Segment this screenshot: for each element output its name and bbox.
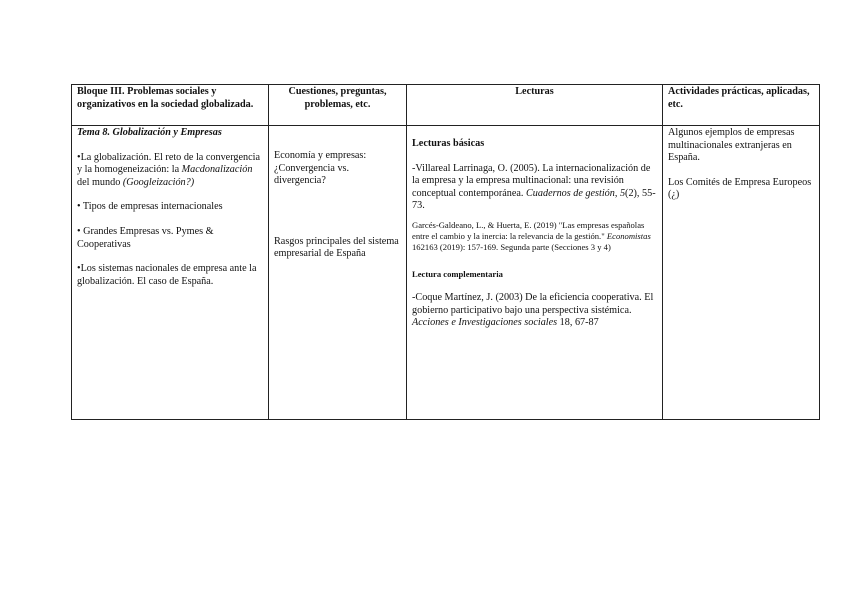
reading-garces-text: Garcés-Galdeano, L., & Huerta, E. (2019) "Las empresas españolas entre el cambio y la inercia: la relevancia de la gestión." — [412, 219, 645, 241]
header-activities: Actividades prácticas, aplicadas, etc. — [663, 85, 820, 126]
reading-villareal-journal: Cuadernos de gestión — [526, 187, 615, 199]
complementary-reading-heading: Lectura complementaria — [412, 268, 503, 279]
reading-coque-tail: 18, 67-87 — [557, 317, 599, 329]
reading-villareal-tail: (2), 55-73. — [412, 187, 656, 212]
readings-cell — [407, 126, 663, 420]
reading-villareal — [412, 163, 657, 213]
activity-european-committees: Los Comités de Empresa Europeos (¿) — [668, 176, 812, 201]
question-spanish-system: Rasgos principales del sistema empresarial de España — [274, 235, 399, 260]
reading-garces-journal: Economistas — [606, 230, 651, 241]
reading-garces — [412, 220, 657, 253]
content-row — [72, 126, 820, 420]
reading-garces-tail: 162163 (2019): 157-169. Segunda parte (Secciones 3 y 4) — [412, 241, 611, 252]
header-questions: Cuestiones, preguntas, problemas, etc. — [269, 85, 407, 126]
header-block-title: Bloque III. Problemas sociales y organizativos en la sociedad globalizada. — [72, 85, 269, 126]
macdonalization-term: Macdonalización — [181, 164, 253, 176]
header-readings: Lecturas — [407, 85, 663, 126]
topic-item-company-types: • Tipos de empresas internacionales — [77, 201, 223, 213]
reading-villareal-sep: , — [614, 187, 620, 199]
basic-readings-heading: Lecturas básicas — [412, 138, 485, 149]
syllabus-table — [71, 84, 820, 420]
question-convergence: Economía y empresas: ¿Convergencia vs. divergencia? — [274, 150, 367, 187]
topic-item-national-systems: •Los sistemas nacionales de empresa ante la globalización. El caso de España. — [77, 263, 257, 287]
topic-item-large-vs-smes: • Grandes Empresas vs. Pymes & Cooperativas — [77, 225, 214, 250]
topic-title: Tema 8. Globalización y Empresas — [77, 127, 222, 138]
activities-cell — [663, 126, 820, 420]
reading-coque-text: -Coque Martínez, J. (2003) De la eficiencia cooperativa. El gobierno participativo bajo una perspectiva sistémica. — [412, 291, 654, 316]
questions-cell — [269, 126, 407, 420]
topic-item-globalization — [77, 152, 263, 190]
activity-multinationals: Algunos ejemplos de empresas multinacionales extranjeras en España. — [668, 127, 795, 164]
header-row — [72, 85, 820, 126]
topics-cell — [72, 126, 269, 420]
topic-item-globalization-tail: del mundo — [77, 176, 123, 188]
reading-villareal-text: -Villareal Larrinaga, O. (2005). La internacionalización de la empresa y la empresa multinacional: una revisión conceptual contemporánea. — [412, 162, 651, 199]
reading-coque-journal: Acciones e Investigaciones sociales — [412, 317, 558, 329]
reading-coque — [412, 292, 657, 330]
topic-item-globalization-text: •La globalización. El reto de la convergencia y la homogeneización: la — [77, 151, 260, 176]
reading-villareal-volume: 5 — [619, 187, 626, 199]
googleization-term: (Googleización?) — [122, 176, 195, 188]
